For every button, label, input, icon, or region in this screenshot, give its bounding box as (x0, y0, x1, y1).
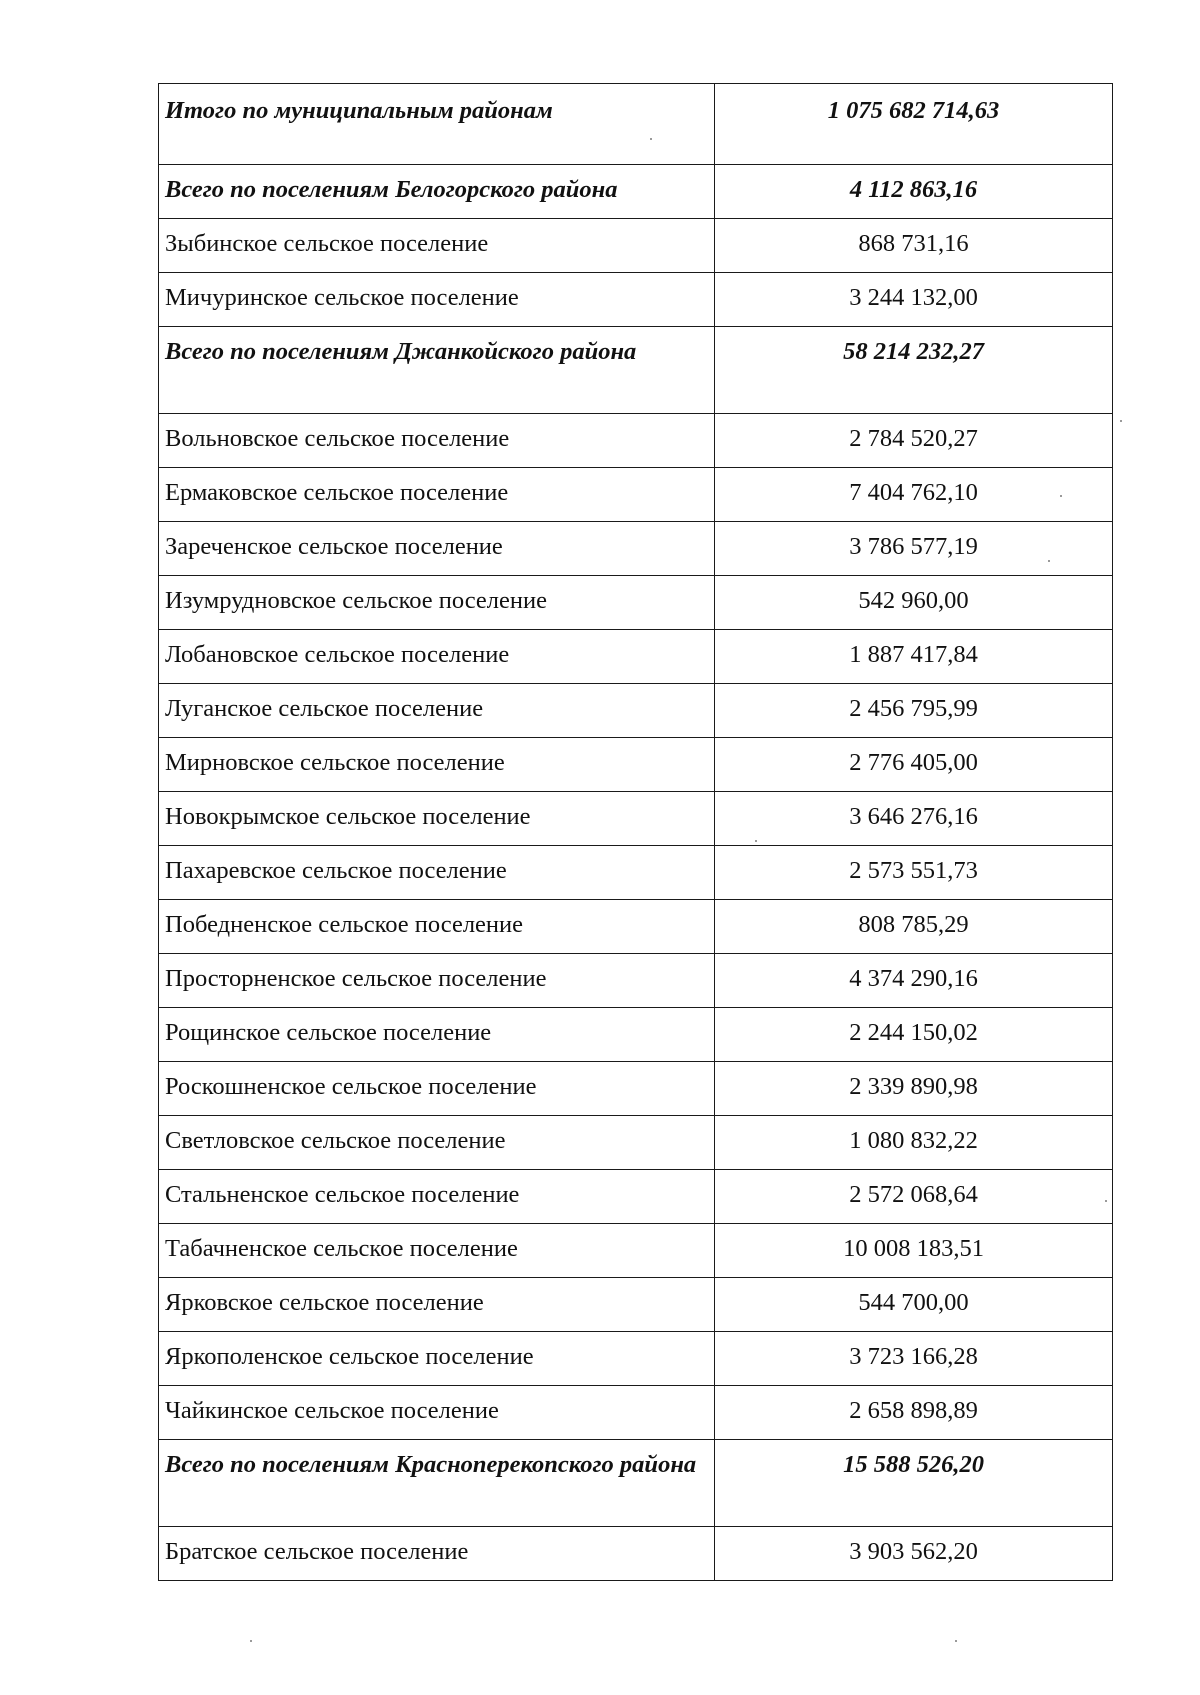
table-row (159, 900, 1113, 954)
table-row-total-dzhankoy (159, 327, 1113, 414)
row-name: Яркополенское сельское поселение (159, 1332, 715, 1386)
row-name: Всего по поселениям Красноперекопского района (159, 1440, 715, 1527)
row-name: Лобановское сельское поселение (159, 630, 715, 684)
row-value: 1 080 832,22 (715, 1116, 1113, 1170)
row-value: 7 404 762,10 (715, 468, 1113, 522)
scan-speck (250, 1640, 252, 1642)
scan-speck (650, 138, 652, 140)
row-value: 2 572 068,64 (715, 1170, 1113, 1224)
row-name: Итого по муниципальным районам (159, 84, 715, 165)
row-value: 2 339 890,98 (715, 1062, 1113, 1116)
row-value: 2 776 405,00 (715, 738, 1113, 792)
row-value: 542 960,00 (715, 576, 1113, 630)
scan-speck (1120, 420, 1122, 422)
row-name: Светловское сельское поселение (159, 1116, 715, 1170)
row-name: Новокрымское сельское поселение (159, 792, 715, 846)
row-value: 2 658 898,89 (715, 1386, 1113, 1440)
table-row (159, 1386, 1113, 1440)
table-row-total-belogorsk (159, 165, 1113, 219)
row-name: Победненское сельское поселение (159, 900, 715, 954)
table-row-total-krasnoperekopsk (159, 1440, 1113, 1527)
table-row (159, 468, 1113, 522)
table-row (159, 738, 1113, 792)
row-value: 10 008 183,51 (715, 1224, 1113, 1278)
row-value: 3 646 276,16 (715, 792, 1113, 846)
row-value: 3 244 132,00 (715, 273, 1113, 327)
row-name: Чайкинское сельское поселение (159, 1386, 715, 1440)
row-value: 1 887 417,84 (715, 630, 1113, 684)
row-name: Мирновское сельское поселение (159, 738, 715, 792)
row-name: Всего по поселениям Джанкойского района (159, 327, 715, 414)
table-row (159, 1224, 1113, 1278)
row-name: Рощинское сельское поселение (159, 1008, 715, 1062)
row-name: Вольновское сельское поселение (159, 414, 715, 468)
row-value: 2 244 150,02 (715, 1008, 1113, 1062)
row-name: Табачненское сельское поселение (159, 1224, 715, 1278)
table-row (159, 1116, 1113, 1170)
table-row (159, 1527, 1113, 1581)
row-value: 15 588 526,20 (715, 1440, 1113, 1527)
row-name: Мичуринское сельское поселение (159, 273, 715, 327)
table-row (159, 219, 1113, 273)
table-row-total-municipal (159, 84, 1113, 165)
row-value: 1 075 682 714,63 (715, 84, 1113, 165)
row-value: 4 112 863,16 (715, 165, 1113, 219)
scan-speck (1105, 1200, 1107, 1202)
row-value: 3 723 166,28 (715, 1332, 1113, 1386)
row-name: Всего по поселениям Белогорского района (159, 165, 715, 219)
table-row (159, 1170, 1113, 1224)
row-value: 544 700,00 (715, 1278, 1113, 1332)
row-value: 58 214 232,27 (715, 327, 1113, 414)
budget-table (158, 83, 1113, 1581)
table-row (159, 273, 1113, 327)
table-row (159, 1008, 1113, 1062)
row-value: 808 785,29 (715, 900, 1113, 954)
row-name: Просторненское сельское поселение (159, 954, 715, 1008)
scan-speck (1060, 495, 1062, 497)
scan-speck (755, 840, 757, 842)
scan-speck (1048, 560, 1050, 562)
row-value: 3 786 577,19 (715, 522, 1113, 576)
row-name: Роскошненское сельское поселение (159, 1062, 715, 1116)
row-name: Изумрудновское сельское поселение (159, 576, 715, 630)
table-row (159, 1332, 1113, 1386)
table-row (159, 576, 1113, 630)
scan-speck (955, 1640, 957, 1642)
table-row (159, 954, 1113, 1008)
row-name: Зыбинское сельское поселение (159, 219, 715, 273)
row-value: 4 374 290,16 (715, 954, 1113, 1008)
row-name: Ермаковское сельское поселение (159, 468, 715, 522)
table-row (159, 414, 1113, 468)
row-name: Зареченское сельское поселение (159, 522, 715, 576)
row-name: Пахаревское сельское поселение (159, 846, 715, 900)
row-name: Братское сельское поселение (159, 1527, 715, 1581)
table-row (159, 684, 1113, 738)
row-value: 2 784 520,27 (715, 414, 1113, 468)
row-value: 2 573 551,73 (715, 846, 1113, 900)
row-name: Стальненское сельское поселение (159, 1170, 715, 1224)
row-value: 3 903 562,20 (715, 1527, 1113, 1581)
table-row (159, 522, 1113, 576)
table-row (159, 1062, 1113, 1116)
table-row (159, 846, 1113, 900)
row-value: 2 456 795,99 (715, 684, 1113, 738)
table-row (159, 792, 1113, 846)
row-value: 868 731,16 (715, 219, 1113, 273)
table-row (159, 1278, 1113, 1332)
row-name: Луганское сельское поселение (159, 684, 715, 738)
table-row (159, 630, 1113, 684)
row-name: Ярковское сельское поселение (159, 1278, 715, 1332)
